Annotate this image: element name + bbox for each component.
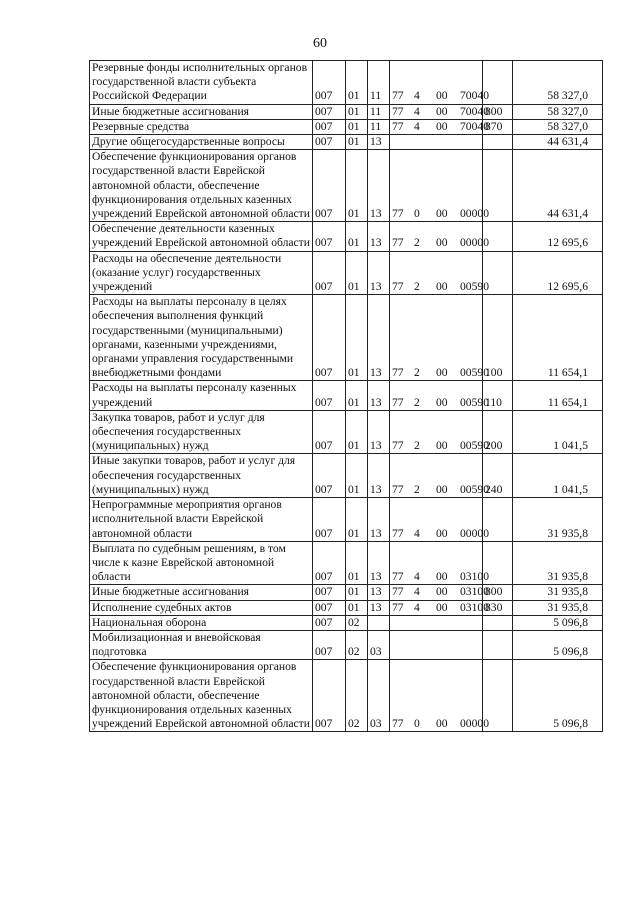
subsection-code-cell (368, 615, 390, 630)
target-article-part: 77 (392, 207, 404, 221)
target-article-part: 77 (392, 482, 404, 496)
ministry-code-cell: 007 (313, 454, 346, 498)
target-article-part: 77 (392, 717, 404, 731)
section-code-cell: 01 (346, 135, 368, 150)
target-article-cell (390, 600, 489, 615)
target-article-part: 00 (436, 89, 448, 103)
target-article-cell (390, 660, 489, 732)
target-article-cell (390, 61, 489, 105)
expense-name-cell: Иные бюджетные ассигнования (90, 585, 313, 600)
section-code-cell: 01 (346, 381, 368, 410)
target-article-part: 77 (392, 366, 404, 380)
ministry-code-cell: 007 (313, 135, 346, 150)
subsection-code-cell: 13 (368, 150, 390, 222)
target-article-part: 00590 (460, 366, 489, 380)
subsection-code-cell: 13 (368, 381, 390, 410)
target-article-part: 2 (414, 395, 420, 409)
subsection-code-cell: 13 (368, 410, 390, 454)
target-article-part: 4 (414, 585, 420, 599)
target-article-cell (390, 119, 489, 134)
subsection-code-cell: 13 (368, 600, 390, 615)
ministry-code-cell: 007 (313, 600, 346, 615)
expense-name-cell: Резервные средства (90, 119, 313, 134)
section-code-cell: 01 (346, 600, 368, 615)
subsection-code-cell: 11 (368, 119, 390, 134)
target-article-cell (390, 381, 489, 410)
target-article-part: 4 (414, 600, 420, 614)
target-article-cell (390, 410, 489, 454)
section-code-cell: 01 (346, 61, 368, 105)
target-article-part: 00 (436, 439, 448, 453)
expense-name-cell: Резервные фонды исполнительных органов государственной власти субъекта Российской Федерации (90, 61, 313, 105)
amount-cell: 58 327,0 (513, 61, 603, 105)
subsection-code-cell: 13 (368, 135, 390, 150)
amount-cell: 11 654,1 (513, 381, 603, 410)
amount-cell: 31 935,8 (513, 541, 603, 585)
expense-type-code-cell: 800 (483, 585, 513, 600)
target-article-part: 77 (392, 600, 404, 614)
page-number: 60 (313, 36, 327, 51)
target-article-part: 77 (392, 585, 404, 599)
target-article-part: 2 (414, 236, 420, 250)
expense-type-code-cell (483, 615, 513, 630)
expense-type-code-cell (483, 630, 513, 659)
expense-name-cell: Обеспечение функционирования органов государственной власти Еврейской автономной области, обеспечение функционирования отдельных казенных учреждений Еврейской автономной области (90, 660, 313, 732)
target-article-part: 00 (436, 482, 448, 496)
expense-type-code-cell (483, 135, 513, 150)
section-code-cell: 02 (346, 630, 368, 659)
expense-type-code-cell: 800 (483, 104, 513, 119)
target-article-cell (390, 135, 483, 150)
target-article-part: 00 (436, 585, 448, 599)
table-row (90, 541, 603, 585)
target-article-part: 00 (436, 717, 448, 731)
table-row (90, 630, 603, 659)
target-article-part: 00590 (460, 280, 489, 294)
amount-cell: 58 327,0 (513, 104, 603, 119)
section-code-cell: 01 (346, 119, 368, 134)
target-article-part: 00 (436, 104, 448, 118)
target-article-part: 77 (392, 119, 404, 133)
target-article-part: 00000 (460, 717, 489, 731)
target-article-part: 4 (414, 570, 420, 584)
table-row (90, 150, 603, 222)
section-code-cell: 02 (346, 615, 368, 630)
amount-cell: 1 041,5 (513, 410, 603, 454)
expense-name-cell: Мобилизационная и вневойсковая подготовка (90, 630, 313, 659)
target-article-part: 77 (392, 570, 404, 584)
target-article-cell (390, 630, 483, 659)
target-article-part: 00590 (460, 439, 489, 453)
subsection-code-cell: 13 (368, 222, 390, 251)
expense-name-cell: Закупка товаров, работ и услуг для обеспечения государственных (муниципальных) нужд (90, 410, 313, 454)
expense-name-cell: Расходы на выплаты персоналу казенных учреждений (90, 381, 313, 410)
target-article-part: 77 (392, 104, 404, 118)
target-article-part: 4 (414, 89, 420, 103)
amount-cell: 5 096,8 (513, 630, 603, 659)
expense-name-cell: Обеспечение функционирования органов государственной власти Еврейской автономной области, обеспечение функционирования отдельных казенных учреждений Еврейской автономной области (90, 150, 313, 222)
amount-cell: 5 096,8 (513, 660, 603, 732)
target-article-part: 00590 (460, 395, 489, 409)
expense-name-cell: Другие общегосударственные вопросы (90, 135, 313, 150)
target-article-part: 4 (414, 104, 420, 118)
expense-type-code-cell: 240 (483, 454, 513, 498)
section-code-cell: 01 (346, 222, 368, 251)
table-row (90, 410, 603, 454)
ministry-code-cell: 007 (313, 498, 346, 542)
ministry-code-cell: 007 (313, 381, 346, 410)
target-article-part: 2 (414, 366, 420, 380)
target-article-part: 77 (392, 236, 404, 250)
target-article-part: 00 (436, 526, 448, 540)
ministry-code-cell: 007 (313, 615, 346, 630)
section-code-cell: 01 (346, 251, 368, 295)
table-row (90, 660, 603, 732)
target-article-part: 00000 (460, 236, 489, 250)
subsection-code-cell: 13 (368, 251, 390, 295)
target-article-part: 77 (392, 280, 404, 294)
target-article-part: 77 (392, 395, 404, 409)
target-article-part: 77 (392, 526, 404, 540)
subsection-code-cell: 11 (368, 61, 390, 105)
target-article-part: 77 (392, 89, 404, 103)
target-article-cell (390, 150, 489, 222)
target-article-part: 00 (436, 280, 448, 294)
ministry-code-cell: 007 (313, 104, 346, 119)
target-article-part: 4 (414, 119, 420, 133)
expense-type-code-cell: 830 (483, 600, 513, 615)
target-article-part: 00 (436, 207, 448, 221)
section-code-cell: 01 (346, 498, 368, 542)
expense-name-cell: Иные закупки товаров, работ и услуг для обеспечения государственных (муниципальных) нужд (90, 454, 313, 498)
table-row (90, 585, 603, 600)
table-row (90, 295, 603, 381)
expense-name-cell: Иные бюджетные ассигнования (90, 104, 313, 119)
ministry-code-cell: 007 (313, 61, 346, 105)
table-row (90, 119, 603, 134)
section-code-cell: 01 (346, 585, 368, 600)
expense-type-code-cell: 100 (483, 295, 513, 381)
expense-type-code-cell: 110 (483, 381, 513, 410)
ministry-code-cell: 007 (313, 630, 346, 659)
amount-cell: 5 096,8 (513, 615, 603, 630)
section-code-cell: 02 (346, 660, 368, 732)
subsection-code-cell: 11 (368, 104, 390, 119)
subsection-code-cell: 13 (368, 454, 390, 498)
table-row (90, 251, 603, 295)
amount-cell: 11 654,1 (513, 295, 603, 381)
table-row (90, 498, 603, 542)
section-code-cell: 01 (346, 104, 368, 119)
target-article-part: 00000 (460, 526, 489, 540)
table-row (90, 222, 603, 251)
table-row (90, 381, 603, 410)
target-article-cell (390, 295, 489, 381)
target-article-cell (390, 541, 489, 585)
section-code-cell: 01 (346, 295, 368, 381)
ministry-code-cell: 007 (313, 541, 346, 585)
target-article-part: 2 (414, 482, 420, 496)
expense-type-code-cell: 870 (483, 119, 513, 134)
ministry-code-cell: 007 (313, 585, 346, 600)
subsection-code-cell: 13 (368, 585, 390, 600)
target-article-part: 03100 (460, 570, 489, 584)
subsection-code-cell: 13 (368, 541, 390, 585)
table-row (90, 135, 603, 150)
expense-name-cell: Расходы на обеспечение деятельности (оказание услуг) государственных учреждений (90, 251, 313, 295)
target-article-cell (390, 498, 489, 542)
target-article-cell (390, 585, 489, 600)
expense-name-cell: Обеспечение деятельности казенных учреждений Еврейской автономной области (90, 222, 313, 251)
amount-cell: 31 935,8 (513, 600, 603, 615)
amount-cell: 44 631,4 (513, 150, 603, 222)
amount-cell: 31 935,8 (513, 498, 603, 542)
target-article-part: 00000 (460, 207, 489, 221)
target-article-part: 00 (436, 119, 448, 133)
target-article-part: 2 (414, 280, 420, 294)
amount-cell: 1 041,5 (513, 454, 603, 498)
target-article-part: 00 (436, 395, 448, 409)
target-article-cell (390, 615, 483, 630)
target-article-cell (390, 222, 489, 251)
ministry-code-cell: 007 (313, 295, 346, 381)
ministry-code-cell: 007 (313, 410, 346, 454)
ministry-code-cell: 007 (313, 119, 346, 134)
amount-cell: 12 695,6 (513, 222, 603, 251)
target-article-part: 70040 (460, 119, 489, 133)
target-article-part: 70040 (460, 89, 489, 103)
expense-name-cell: Непрограммные мероприятия органов исполнительной власти Еврейской автономной области (90, 498, 313, 542)
amount-cell: 31 935,8 (513, 585, 603, 600)
target-article-part: 0 (414, 207, 420, 221)
target-article-part: 03100 (460, 585, 489, 599)
section-code-cell: 01 (346, 454, 368, 498)
subsection-code-cell: 03 (368, 660, 390, 732)
subsection-code-cell: 03 (368, 630, 390, 659)
section-code-cell: 01 (346, 410, 368, 454)
target-article-cell (390, 454, 489, 498)
table-row (90, 104, 603, 119)
section-code-cell: 01 (346, 541, 368, 585)
target-article-cell (390, 251, 489, 295)
target-article-cell (390, 104, 489, 119)
target-article-part: 00 (436, 570, 448, 584)
amount-cell: 44 631,4 (513, 135, 603, 150)
table-row (90, 61, 603, 105)
target-article-part: 77 (392, 439, 404, 453)
target-article-part: 03100 (460, 600, 489, 614)
table-row (90, 454, 603, 498)
amount-cell: 12 695,6 (513, 251, 603, 295)
budget-table (89, 60, 603, 732)
ministry-code-cell: 007 (313, 222, 346, 251)
amount-cell: 58 327,0 (513, 119, 603, 134)
expense-type-code-cell: 200 (483, 410, 513, 454)
table-row (90, 600, 603, 615)
target-article-part: 00590 (460, 482, 489, 496)
ministry-code-cell: 007 (313, 660, 346, 732)
target-article-part: 00 (436, 366, 448, 380)
expense-name-cell: Исполнение судебных актов (90, 600, 313, 615)
target-article-part: 0 (414, 717, 420, 731)
expense-name-cell: Национальная оборона (90, 615, 313, 630)
table-row (90, 615, 603, 630)
target-article-part: 2 (414, 439, 420, 453)
section-code-cell: 01 (346, 150, 368, 222)
target-article-part: 4 (414, 526, 420, 540)
ministry-code-cell: 007 (313, 251, 346, 295)
subsection-code-cell: 13 (368, 498, 390, 542)
expense-name-cell: Выплата по судебным решениям, в том числе к казне Еврейской автономной области (90, 541, 313, 585)
expense-name-cell: Расходы на выплаты персоналу в целях обеспечения выполнения функций государственными (муниципальными) органами, казенными учреждениями, органами управления государственными внебюджетными фондами (90, 295, 313, 381)
target-article-part: 70040 (460, 104, 489, 118)
subsection-code-cell: 13 (368, 295, 390, 381)
target-article-part: 00 (436, 236, 448, 250)
target-article-part: 00 (436, 600, 448, 614)
ministry-code-cell: 007 (313, 150, 346, 222)
